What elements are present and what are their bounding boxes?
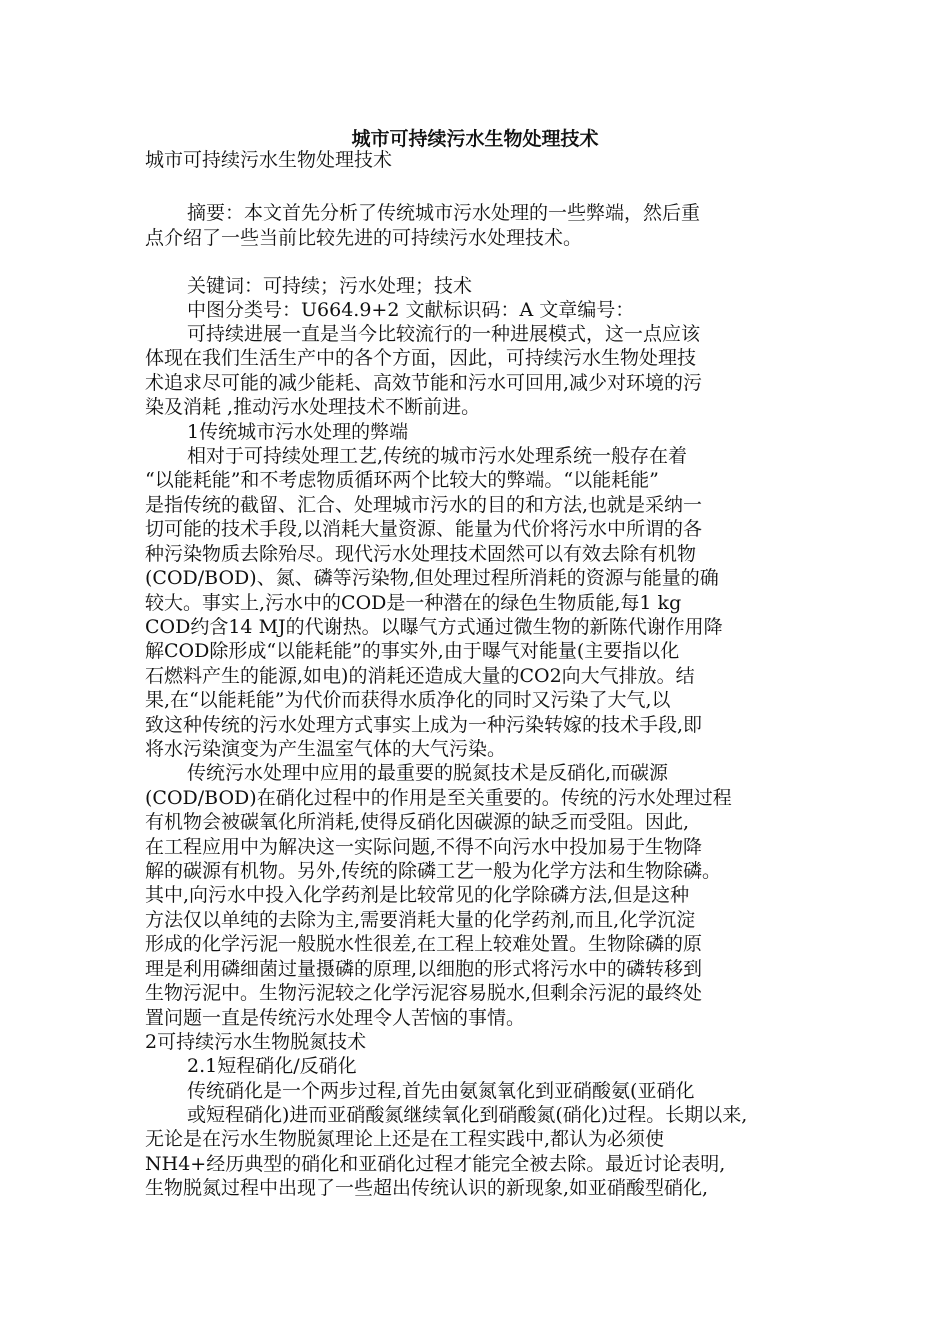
body-line xyxy=(145,1201,825,1225)
body-line: 体现在我们生活生产中的各个方面，因此，可持续污水生物处理技 xyxy=(145,347,697,369)
body-line: 生物污泥中。生物污泥较之化学污泥容易脱水,但剩余污泥的最终处 xyxy=(145,982,703,1004)
body-line: “以能耗能”和不考虑物质循环两个比较大的弊端。“以能耗能” xyxy=(145,469,659,491)
document-title: 城市可持续污水生物处理技术 xyxy=(351,128,599,150)
body-line: COD约含14 MJ的代谢热。以曝气方式通过微生物的新陈代谢作用降 xyxy=(145,616,723,638)
body-line: 无论是在污水生物脱氮理论上还是在工程实践中,都认为必须使 xyxy=(145,1128,665,1150)
body-line: 解的碳源有机物。另外,传统的除磷工艺一般为化学方法和生物除磷。 xyxy=(145,860,722,882)
section-heading: 2.1短程硝化/反硝化 xyxy=(187,1055,357,1077)
body-line: 理是利用磷细菌过量摄磷的原理,以细胞的形式将污水中的磷转移到 xyxy=(145,958,703,980)
body-line: 石燃料产生的能源,如电)的消耗还造成大量的CO2向大气排放。结 xyxy=(145,665,695,687)
subsection-heading: 传统硝化是一个两步过程,首先由氨氮氧化到亚硝酸氨(亚硝化 xyxy=(187,1080,695,1102)
body-line: 有机物会被碳氧化所消耗,使得反硝化因碳源的缺乏而受阻。因此, xyxy=(145,811,690,833)
abstract-line: 摘要：本文首先分析了传统城市污水处理的一些弊端，然后重 xyxy=(187,202,701,224)
subtitle-line: 城市可持续污水生物处理技术 xyxy=(145,149,393,171)
body-line: 术追求尽可能的减少能耗、高效节能和污水可回用,减少对环境的污 xyxy=(145,372,703,394)
body-line: 染及消耗 ,推动污水处理技术不断前进。 xyxy=(145,396,481,418)
body-line: 相对于可持续处理工艺,传统的城市污水处理系统一般存在着 xyxy=(187,445,688,467)
body-line: 种污染物质去除殆尽。现代污水处理技术固然可以有效去除有机物 xyxy=(145,543,697,565)
body-line: 生物脱氮过程中出现了一些超出传统认识的新现象,如亚硝酸型硝化, xyxy=(145,1177,709,1199)
abstract-line: 点介绍了一些当前比较先进的可持续污水处理技术。 xyxy=(145,227,583,249)
body-line: 解COD除形成“以能耗能”的事实外,由于曝气对能量(主要指以化 xyxy=(145,640,680,662)
body-line: 传统污水处理中应用的最重要的脱氮技术是反硝化,而碳源 xyxy=(187,762,669,784)
body-line: NH4+经历典型的硝化和亚硝化过程才能完全被去除。最近讨论表明, xyxy=(145,1153,726,1175)
body-line: 可持续进展一直是当今比较流行的一种进展模式，这一点应该 xyxy=(187,323,701,345)
body-line: (COD/BOD)在硝化过程中的作用是至关重要的。传统的污水处理过程 xyxy=(145,787,732,809)
body-line: 是指传统的截留、汇合、处理城市污水的目的和方法,也就是采纳一 xyxy=(145,494,703,516)
body-line: 果,在“以能耗能”为代价而获得水质净化的同时又污染了大气,以 xyxy=(145,689,671,711)
body-line: 置问题一直是传统污水处理令人苦恼的事情。 xyxy=(145,1007,526,1029)
body-line: 或短程硝化)进而亚硝酸氮继续氧化到硝酸氮(硝化)过程。长期以来, xyxy=(187,1104,748,1126)
body-line: 形成的化学污泥一般脱水性很差,在工程上较难处置。生物除磷的原 xyxy=(145,933,703,955)
body-line: 在工程应用中为解决这一实际问题,不得不向污水中投加易于生物降 xyxy=(145,836,703,858)
body-line: (COD/BOD)、氮、磷等污染物,但处理过程所消耗的资源与能量的确 xyxy=(145,567,719,589)
body-line: 较大。事实上,污水中的COD是一种潜在的绿色生物质能,每1 kg xyxy=(145,592,682,614)
body-line: 将水污染演变为产生温室气体的大气污染。 xyxy=(145,738,507,760)
body-line: 致这种传统的污水处理方式事实上成为一种污染转嫁的技术手段,即 xyxy=(145,714,703,736)
section-heading: 1传统城市污水处理的弊端 xyxy=(187,421,409,443)
classification-line: 中图分类号：U664.9+2 文献标识码：A 文章编号： xyxy=(187,299,635,321)
keywords-line: 关键词：可持续；污水处理；技术 xyxy=(187,275,473,297)
body-line: 切可能的技术手段,以消耗大量资源、能量为代价将污水中所谓的各 xyxy=(145,518,703,540)
body-line: 其中,向污水中投入化学药剂是比较常见的化学除磷方法,但是这种 xyxy=(145,884,690,906)
body-line: 2可持续污水生物脱氮技术 xyxy=(145,1031,367,1053)
body-line: 方法仅以单纯的去除为主,需要消耗大量的化学药剂,而且,化学沉淀 xyxy=(145,909,696,931)
